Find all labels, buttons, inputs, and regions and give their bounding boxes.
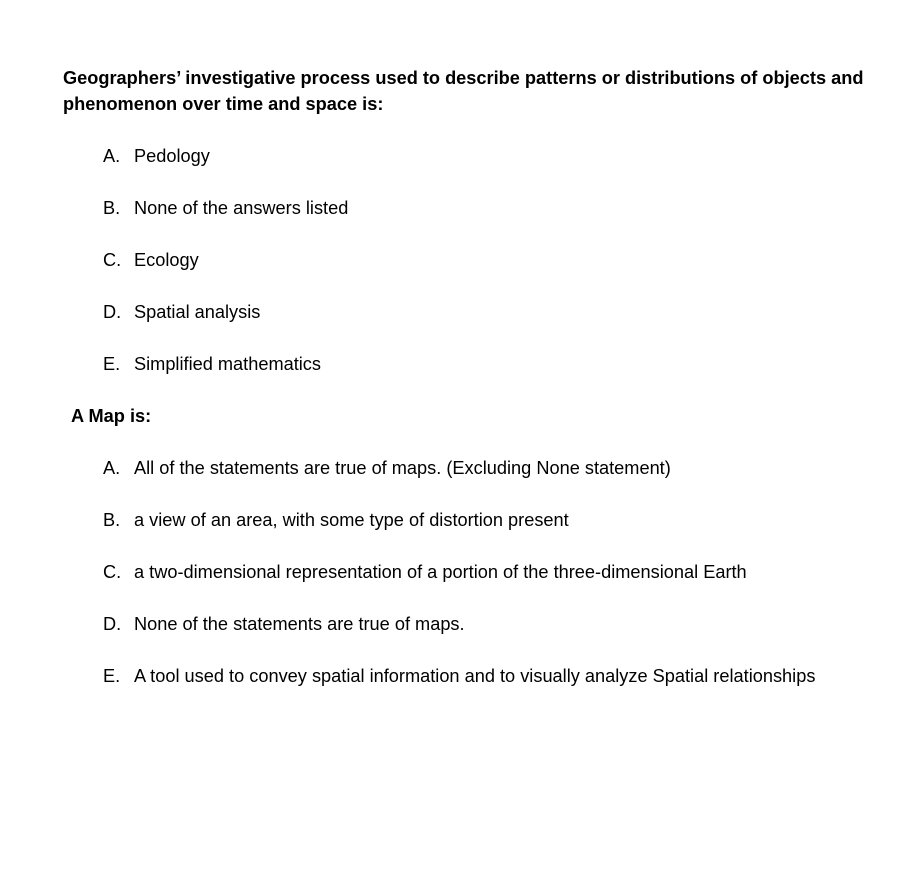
- option-letter: D.: [103, 614, 122, 634]
- option-letter: C.: [103, 250, 122, 270]
- question-2-options: [103, 455, 815, 715]
- question-1-option-c: [103, 247, 348, 299]
- question-1-options: [103, 143, 348, 403]
- option-text: A tool used to convey spatial information and to visually analyze Spatial relationships: [134, 666, 816, 686]
- option-text: Pedology: [134, 146, 210, 166]
- option-text: Ecology: [134, 250, 199, 270]
- option-text: All of the statements are true of maps. (Excluding None statement): [134, 458, 671, 478]
- question-2-stem: A Map is:: [71, 406, 152, 426]
- option-text: Spatial analysis: [134, 302, 261, 322]
- question-2-option-a: [103, 455, 815, 507]
- option-text: a two-dimensional representation of a portion of the three-dimensional Earth: [134, 562, 747, 582]
- question-1-stem: Geographers’ investigative process used to describe patterns or distributions of objects and phenomenon over time and space is:: [63, 68, 864, 114]
- option-text: Simplified mathematics: [134, 354, 321, 374]
- question-2-option-e: [103, 663, 815, 715]
- option-letter: E.: [103, 666, 121, 686]
- question-1-option-a: [103, 143, 348, 195]
- option-letter: D.: [103, 302, 122, 322]
- option-letter: A.: [103, 458, 121, 478]
- question-2-option-c: [103, 559, 815, 611]
- option-letter: B.: [103, 510, 121, 530]
- option-letter: C.: [103, 562, 122, 582]
- question-1-option-d: [103, 299, 348, 351]
- question-2-option-d: [103, 611, 815, 663]
- question-1-option-b: [103, 195, 348, 247]
- option-text: a view of an area, with some type of distortion present: [134, 510, 569, 530]
- option-text: None of the answers listed: [134, 198, 349, 218]
- question-2-option-b: [103, 507, 815, 559]
- option-letter: E.: [103, 354, 121, 374]
- option-text: None of the statements are true of maps.: [134, 614, 465, 634]
- option-letter: B.: [103, 198, 121, 218]
- question-1-option-e: [103, 351, 348, 403]
- option-letter: A.: [103, 146, 121, 166]
